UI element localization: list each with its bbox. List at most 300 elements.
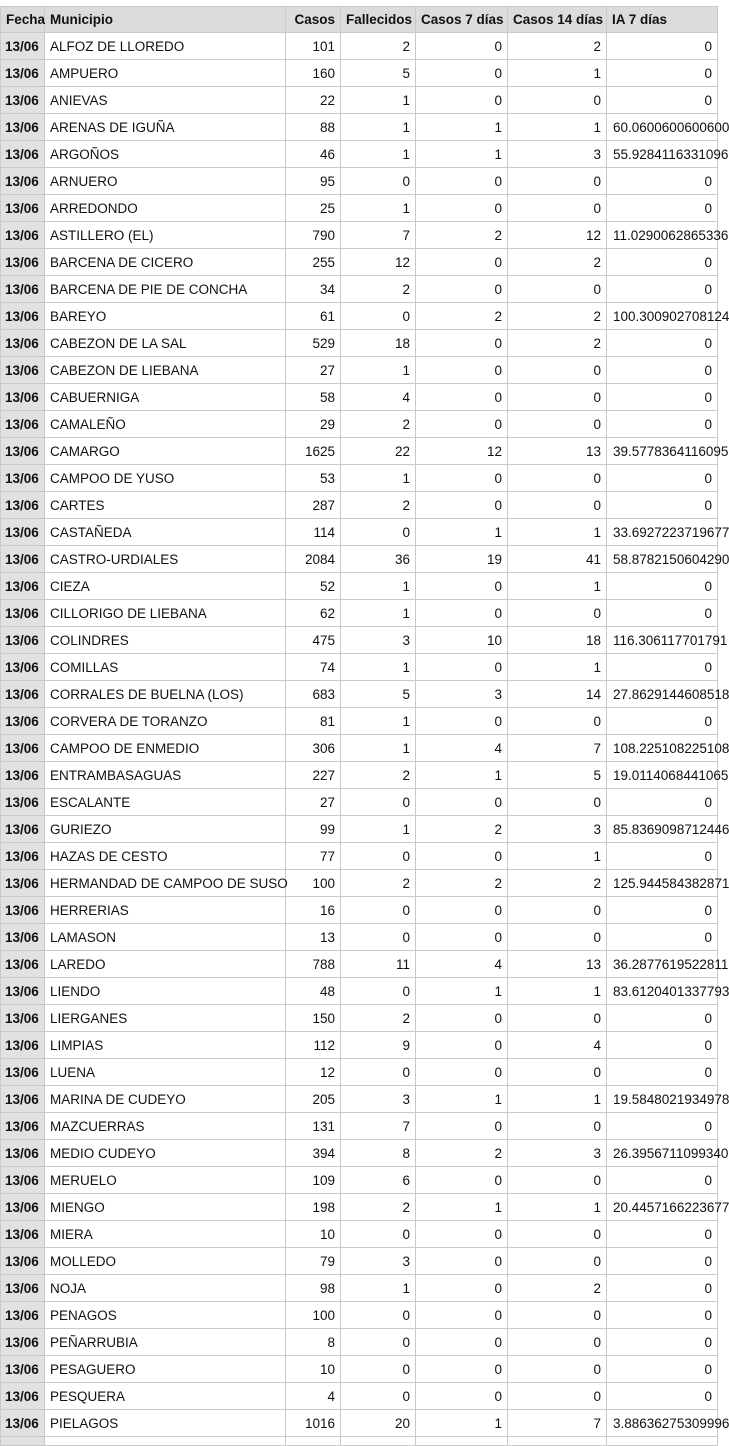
cell-fallecidos[interactable]: 1 (341, 141, 416, 168)
cell-ia-7-dias[interactable]: 19.0114068441065 (607, 762, 718, 789)
cell-casos-7-dias[interactable]: 0 (416, 708, 508, 735)
cell-casos[interactable]: 131 (286, 1113, 341, 1140)
cell-fecha[interactable]: 13/06 (1, 1086, 45, 1113)
table-row[interactable] (1, 816, 718, 843)
table-row[interactable] (1, 519, 718, 546)
cell-fallecidos[interactable]: 12 (341, 249, 416, 276)
cell-casos-14-dias[interactable]: 1 (508, 1086, 607, 1113)
cell-municipio[interactable]: ARENAS DE IGUÑA (45, 114, 286, 141)
cell-municipio[interactable]: LIMPIAS (45, 1032, 286, 1059)
cell-fecha[interactable]: 13/06 (1, 573, 45, 600)
cell-ia-7-dias[interactable]: 0 (607, 1329, 718, 1356)
cell-fallecidos[interactable]: 1 (341, 708, 416, 735)
table-row[interactable] (1, 735, 718, 762)
cell-casos-14-dias[interactable]: 0 (508, 1383, 607, 1410)
cell-fallecidos[interactable]: 1 (341, 573, 416, 600)
table-row[interactable] (1, 438, 718, 465)
cell-fecha[interactable]: 13/06 (1, 384, 45, 411)
cell-casos-14-dias[interactable]: 0 (508, 897, 607, 924)
cell-ia-7-dias[interactable]: 0 (607, 1302, 718, 1329)
cell-municipio[interactable]: ARREDONDO (45, 195, 286, 222)
cell-casos[interactable]: 22 (286, 87, 341, 114)
cell-ia-7-dias[interactable]: 108.225108225108 (607, 735, 718, 762)
cell-fecha[interactable]: 13/06 (1, 708, 45, 735)
cell-casos-7-dias[interactable]: 0 (416, 1059, 508, 1086)
cell-casos-14-dias[interactable]: 13 (508, 951, 607, 978)
cell-ia-7-dias[interactable]: 0 (607, 276, 718, 303)
table-row[interactable] (1, 843, 718, 870)
cell-casos-7-dias[interactable]: 0 (416, 195, 508, 222)
cell-casos-14-dias[interactable]: 7 (508, 735, 607, 762)
cell-casos-14-dias[interactable]: 2 (508, 249, 607, 276)
cell-municipio[interactable]: CABEZON DE LIEBANA (45, 357, 286, 384)
cell-fallecidos[interactable]: 5 (341, 681, 416, 708)
cell-ia-7-dias[interactable]: 0 (607, 1248, 718, 1275)
cell-casos-7-dias[interactable]: 0 (416, 492, 508, 519)
cell-municipio[interactable]: ALFOZ DE LLOREDO (45, 33, 286, 60)
cell-municipio[interactable]: ARNUERO (45, 168, 286, 195)
cell-municipio[interactable]: CORRALES DE BUELNA (LOS) (45, 681, 286, 708)
table-row[interactable] (1, 1194, 718, 1221)
cell-casos-14-dias[interactable]: 13 (508, 438, 607, 465)
cell-ia-7-dias[interactable]: 0 (607, 1383, 718, 1410)
cell-casos-14-dias[interactable]: 41 (508, 546, 607, 573)
cell-casos-7-dias[interactable]: 2 (416, 222, 508, 249)
cell-casos-7-dias[interactable]: 1 (416, 1410, 508, 1437)
table-row[interactable] (1, 465, 718, 492)
cell-municipio[interactable]: LIENDO (45, 978, 286, 1005)
cell-casos-7-dias[interactable]: 2 (416, 1140, 508, 1167)
cell-fallecidos[interactable]: 0 (341, 168, 416, 195)
cell-fallecidos[interactable]: 2 (341, 762, 416, 789)
cell-casos-7-dias[interactable]: 1 (416, 762, 508, 789)
cell-fecha[interactable]: 13/06 (1, 195, 45, 222)
cell-casos[interactable]: 25 (286, 195, 341, 222)
table-row[interactable] (1, 1167, 718, 1194)
cell-casos-7-dias[interactable]: 0 (416, 1167, 508, 1194)
table-row[interactable] (1, 600, 718, 627)
cell-casos[interactable]: 306 (286, 735, 341, 762)
cell-fallecidos[interactable]: 4 (341, 384, 416, 411)
cell-municipio[interactable]: LUENA (45, 1059, 286, 1086)
cell-casos-7-dias[interactable]: 4 (416, 951, 508, 978)
cell-ia-7-dias[interactable]: 0 (607, 168, 718, 195)
cell-casos-14-dias[interactable]: 2 (508, 330, 607, 357)
cell-casos-7-dias[interactable]: 0 (416, 654, 508, 681)
cell-casos-14-dias[interactable]: 0 (508, 1221, 607, 1248)
cell-casos-7-dias[interactable]: 0 (416, 87, 508, 114)
cell-casos[interactable]: 1625 (286, 438, 341, 465)
cell-fecha[interactable]: 13/06 (1, 735, 45, 762)
cell-casos[interactable]: 12 (286, 1059, 341, 1086)
cell-fecha[interactable]: 13/06 (1, 87, 45, 114)
cell-ia-7-dias[interactable]: 83.6120401337793 (607, 978, 718, 1005)
cell-casos-14-dias[interactable]: 0 (508, 1329, 607, 1356)
table-row[interactable] (1, 654, 718, 681)
cell-fecha[interactable]: 13/06 (1, 762, 45, 789)
cell-casos[interactable]: 52 (286, 573, 341, 600)
cell-casos[interactable]: 2084 (286, 546, 341, 573)
cell-fallecidos[interactable]: 22 (341, 438, 416, 465)
cell-ia-7-dias[interactable]: 85.8369098712446 (607, 816, 718, 843)
cell-casos[interactable]: 27 (286, 357, 341, 384)
cell-municipio[interactable]: AMPUERO (45, 60, 286, 87)
cell-casos[interactable]: 4 (286, 1383, 341, 1410)
cell-casos-7-dias[interactable]: 19 (416, 546, 508, 573)
table-row[interactable] (1, 357, 718, 384)
table-row[interactable] (1, 384, 718, 411)
cell-fecha[interactable]: 13/06 (1, 33, 45, 60)
cell-ia-7-dias[interactable]: 0 (607, 843, 718, 870)
cell-casos-7-dias[interactable]: 2 (416, 816, 508, 843)
cell-casos[interactable]: 74 (286, 654, 341, 681)
cell-fecha[interactable]: 13/06 (1, 330, 45, 357)
cell-fallecidos[interactable]: 0 (341, 1221, 416, 1248)
cell-ia-7-dias[interactable]: 0 (607, 411, 718, 438)
cell-casos-7-dias[interactable]: 3 (416, 681, 508, 708)
cell-casos[interactable]: 529 (286, 330, 341, 357)
cell-casos-14-dias[interactable]: 1 (508, 60, 607, 87)
cell-casos-7-dias[interactable]: 1 (416, 114, 508, 141)
cell-fecha[interactable]: 13/06 (1, 276, 45, 303)
cell-casos-14-dias[interactable]: 0 (508, 87, 607, 114)
header-casos[interactable]: Casos (286, 7, 341, 33)
cell-ia-7-dias[interactable]: 55.9284116331096 (607, 141, 718, 168)
cell-fecha[interactable]: 13/06 (1, 870, 45, 897)
cell-fecha[interactable]: 13/06 (1, 303, 45, 330)
cell-casos[interactable]: 160 (286, 60, 341, 87)
cell-municipio[interactable]: ESCALANTE (45, 789, 286, 816)
cell-casos-14-dias[interactable]: 2 (508, 33, 607, 60)
table-row[interactable] (1, 1086, 718, 1113)
cell-municipio[interactable]: PIELAGOS (45, 1410, 286, 1437)
cell-casos-14-dias[interactable]: 1 (508, 573, 607, 600)
cell-casos-7-dias[interactable]: 0 (416, 411, 508, 438)
cell-casos-14-dias[interactable]: 0 (508, 492, 607, 519)
cell-fallecidos[interactable]: 2 (341, 870, 416, 897)
cell-casos-7-dias[interactable]: 0 (416, 465, 508, 492)
cell-casos[interactable]: 205 (286, 1086, 341, 1113)
cell-fecha[interactable]: 13/06 (1, 1356, 45, 1383)
cell-fallecidos[interactable]: 0 (341, 1383, 416, 1410)
cell-casos-7-dias[interactable]: 1 (416, 1194, 508, 1221)
cell-fecha[interactable]: 13/06 (1, 1302, 45, 1329)
cell-casos-7-dias[interactable]: 12 (416, 438, 508, 465)
table-row[interactable] (1, 951, 718, 978)
cell-fallecidos[interactable]: 3 (341, 627, 416, 654)
cell-casos[interactable]: 227 (286, 762, 341, 789)
cell-fallecidos[interactable]: 0 (341, 1302, 416, 1329)
cell-ia-7-dias[interactable]: 3.88636275309996 (607, 1410, 718, 1437)
table-row[interactable] (1, 114, 718, 141)
cell-ia-7-dias[interactable]: 0 (607, 789, 718, 816)
cell-casos-14-dias[interactable]: 1 (508, 843, 607, 870)
cell-casos[interactable]: 77 (286, 843, 341, 870)
cell-municipio[interactable]: PEÑARRUBIA (45, 1329, 286, 1356)
cell-fallecidos[interactable]: 1 (341, 1275, 416, 1302)
cell-fecha[interactable]: 13/06 (1, 1032, 45, 1059)
cell-fallecidos[interactable]: 7 (341, 1113, 416, 1140)
table-row[interactable] (1, 330, 718, 357)
cell-municipio[interactable]: MIENGO (45, 1194, 286, 1221)
table-row[interactable] (1, 1248, 718, 1275)
cell-fallecidos[interactable]: 1 (341, 735, 416, 762)
cell-casos-7-dias[interactable]: 2 (416, 303, 508, 330)
cell-fallecidos[interactable]: 2 (341, 1194, 416, 1221)
header-casos-14-dias[interactable]: Casos 14 días (508, 7, 607, 33)
cell-casos-7-dias[interactable]: 0 (416, 330, 508, 357)
cell-casos[interactable]: 101 (286, 33, 341, 60)
cell-fecha[interactable]: 13/06 (1, 1140, 45, 1167)
cell-casos-14-dias[interactable]: 0 (508, 168, 607, 195)
table-row[interactable] (1, 168, 718, 195)
table-row[interactable] (1, 708, 718, 735)
cell-municipio[interactable]: LIERGANES (45, 1005, 286, 1032)
cell-fecha[interactable]: 13/06 (1, 411, 45, 438)
cell-ia-7-dias[interactable]: 0 (607, 1167, 718, 1194)
cell-casos[interactable]: 61 (286, 303, 341, 330)
cell-casos[interactable]: 34 (286, 276, 341, 303)
cell-casos-14-dias[interactable]: 18 (508, 627, 607, 654)
cell-municipio[interactable]: HAZAS DE CESTO (45, 843, 286, 870)
cell-fallecidos[interactable]: 3 (341, 1086, 416, 1113)
table-row[interactable] (1, 249, 718, 276)
cell-fallecidos[interactable]: 20 (341, 1410, 416, 1437)
table-row[interactable] (1, 978, 718, 1005)
cell-fecha[interactable]: 13/06 (1, 1275, 45, 1302)
cell-casos[interactable]: 100 (286, 1302, 341, 1329)
cell-municipio[interactable]: CAMPOO DE YUSO (45, 465, 286, 492)
cell-ia-7-dias[interactable]: 0 (607, 1221, 718, 1248)
cell-municipio[interactable]: CAMARGO (45, 438, 286, 465)
cell-casos[interactable]: 46 (286, 141, 341, 168)
cell-casos[interactable]: 48 (286, 978, 341, 1005)
cell-fecha[interactable]: 13/06 (1, 168, 45, 195)
cell-fallecidos[interactable]: 9 (341, 1032, 416, 1059)
cell-fecha[interactable]: 13/06 (1, 1113, 45, 1140)
cell-casos-14-dias[interactable]: 0 (508, 411, 607, 438)
cell-fallecidos[interactable]: 1 (341, 87, 416, 114)
cell-ia-7-dias[interactable]: 0 (607, 384, 718, 411)
cell-fecha[interactable]: 13/06 (1, 816, 45, 843)
cell-ia-7-dias[interactable]: 0 (607, 87, 718, 114)
cell-ia-7-dias[interactable]: 0 (607, 600, 718, 627)
table-row[interactable] (1, 627, 718, 654)
cell-casos-7-dias[interactable]: 1 (416, 519, 508, 546)
table-row[interactable] (1, 546, 718, 573)
cell-fecha[interactable]: 13/06 (1, 546, 45, 573)
cell-municipio[interactable]: MIERA (45, 1221, 286, 1248)
cell-ia-7-dias[interactable]: 0 (607, 249, 718, 276)
cell-fecha[interactable]: 13/06 (1, 843, 45, 870)
cell-casos-7-dias[interactable]: 0 (416, 357, 508, 384)
cell-casos-14-dias[interactable]: 0 (508, 465, 607, 492)
cell-municipio[interactable]: CABUERNIGA (45, 384, 286, 411)
cell-fecha[interactable]: 13/06 (1, 141, 45, 168)
cell-fecha[interactable]: 13/06 (1, 357, 45, 384)
cell-fallecidos[interactable]: 0 (341, 897, 416, 924)
cell-fallecidos[interactable]: 0 (341, 1059, 416, 1086)
cell-casos-14-dias[interactable]: 1 (508, 654, 607, 681)
cell-casos[interactable]: 27 (286, 789, 341, 816)
header-fallecidos[interactable]: Fallecidos (341, 7, 416, 33)
cell-ia-7-dias[interactable]: 116.306117701791 (607, 627, 718, 654)
cell-municipio[interactable]: ASTILLERO (EL) (45, 222, 286, 249)
cell-casos-14-dias[interactable]: 0 (508, 1356, 607, 1383)
cell-ia-7-dias[interactable]: 125.944584382871 (607, 870, 718, 897)
cell-fecha[interactable]: 13/06 (1, 249, 45, 276)
table-row[interactable] (1, 897, 718, 924)
cell-fallecidos[interactable]: 1 (341, 357, 416, 384)
cell-casos-7-dias[interactable]: 10 (416, 627, 508, 654)
cell-casos-7-dias[interactable]: 0 (416, 600, 508, 627)
cell-municipio[interactable]: BARCENA DE PIE DE CONCHA (45, 276, 286, 303)
cell-casos-7-dias[interactable]: 0 (416, 1032, 508, 1059)
cell-ia-7-dias[interactable]: 11.0290062865336 (607, 222, 718, 249)
cell-ia-7-dias[interactable]: 0 (607, 573, 718, 600)
table-row[interactable] (1, 222, 718, 249)
cell-casos[interactable]: 394 (286, 1140, 341, 1167)
cell-casos-7-dias[interactable]: 0 (416, 1329, 508, 1356)
cell-casos-14-dias[interactable]: 0 (508, 1113, 607, 1140)
cell-municipio[interactable]: CABEZON DE LA SAL (45, 330, 286, 357)
cell-municipio[interactable]: HERMANDAD DE CAMPOO DE SUSO (45, 870, 286, 897)
cell-casos-7-dias[interactable]: 0 (416, 1005, 508, 1032)
cell-casos-7-dias[interactable]: 0 (416, 573, 508, 600)
cell-fecha[interactable]: 13/06 (1, 60, 45, 87)
cell-municipio[interactable]: MEDIO CUDEYO (45, 1140, 286, 1167)
cell-casos-14-dias[interactable]: 1 (508, 978, 607, 1005)
cell-fallecidos[interactable]: 5 (341, 60, 416, 87)
cell-fecha[interactable]: 13/06 (1, 519, 45, 546)
cell-ia-7-dias[interactable]: 0 (607, 708, 718, 735)
cell-casos[interactable]: 58 (286, 384, 341, 411)
cell-fecha[interactable]: 13/06 (1, 600, 45, 627)
cell-casos[interactable]: 790 (286, 222, 341, 249)
cell-casos-7-dias[interactable]: 0 (416, 168, 508, 195)
cell-casos-14-dias[interactable]: 2 (508, 1275, 607, 1302)
cell-casos-14-dias[interactable]: 3 (508, 816, 607, 843)
cell-municipio[interactable]: GURIEZO (45, 816, 286, 843)
cell-municipio[interactable]: CIEZA (45, 573, 286, 600)
cell-casos[interactable]: 198 (286, 1194, 341, 1221)
table-row[interactable] (1, 1059, 718, 1086)
cell-casos-14-dias[interactable]: 0 (508, 789, 607, 816)
cell-municipio[interactable]: NOJA (45, 1275, 286, 1302)
cell-casos[interactable]: 62 (286, 600, 341, 627)
cell-casos[interactable]: 150 (286, 1005, 341, 1032)
cell-fallecidos[interactable]: 1 (341, 195, 416, 222)
cell-fallecidos[interactable]: 2 (341, 411, 416, 438)
cell-casos[interactable]: 79 (286, 1248, 341, 1275)
cell-ia-7-dias[interactable]: 0 (607, 924, 718, 951)
cell-casos-14-dias[interactable]: 1 (508, 1194, 607, 1221)
header-ia-7-dias[interactable]: IA 7 días (607, 7, 718, 33)
cell-fecha[interactable]: 13/06 (1, 465, 45, 492)
cell-fallecidos[interactable]: 0 (341, 519, 416, 546)
cell-casos-7-dias[interactable]: 0 (416, 1302, 508, 1329)
cell-ia-7-dias[interactable]: 0 (607, 60, 718, 87)
cell-fallecidos[interactable]: 2 (341, 492, 416, 519)
cell-casos-7-dias[interactable]: 0 (416, 924, 508, 951)
cell-casos[interactable]: 100 (286, 870, 341, 897)
cell-ia-7-dias[interactable]: 0 (607, 195, 718, 222)
cell-municipio[interactable]: MAZCUERRAS (45, 1113, 286, 1140)
cell-ia-7-dias[interactable]: 26.3956711099340 (607, 1140, 718, 1167)
cell-fallecidos[interactable]: 1 (341, 654, 416, 681)
cell-municipio[interactable]: MARINA DE CUDEYO (45, 1086, 286, 1113)
cell-ia-7-dias[interactable]: 19.5848021934978 (607, 1086, 718, 1113)
cell-casos[interactable]: 53 (286, 465, 341, 492)
cell-casos-7-dias[interactable]: 0 (416, 1356, 508, 1383)
cell-casos[interactable]: 29 (286, 411, 341, 438)
cell-casos[interactable]: 109 (286, 1167, 341, 1194)
cell-fallecidos[interactable]: 18 (341, 330, 416, 357)
cell-casos-7-dias[interactable]: 0 (416, 789, 508, 816)
cell-casos-7-dias[interactable]: 0 (416, 384, 508, 411)
table-row[interactable] (1, 1383, 718, 1410)
cell-fallecidos[interactable]: 1 (341, 600, 416, 627)
cell-casos-7-dias[interactable]: 0 (416, 33, 508, 60)
cell-fecha[interactable]: 13/06 (1, 654, 45, 681)
cell-casos-7-dias[interactable]: 0 (416, 276, 508, 303)
cell-municipio[interactable]: ANIEVAS (45, 87, 286, 114)
cell-fallecidos[interactable]: 3 (341, 1248, 416, 1275)
cell-municipio[interactable]: PENAGOS (45, 1302, 286, 1329)
cell-casos[interactable]: 788 (286, 951, 341, 978)
cell-ia-7-dias[interactable]: 0 (607, 897, 718, 924)
cell-municipio[interactable]: CARTES (45, 492, 286, 519)
cell-casos-14-dias[interactable]: 2 (508, 870, 607, 897)
cell-fecha[interactable]: 13/06 (1, 1005, 45, 1032)
cell-casos[interactable]: 287 (286, 492, 341, 519)
cell-municipio[interactable]: BAREYO (45, 303, 286, 330)
table-row[interactable] (1, 1329, 718, 1356)
cell-casos-14-dias[interactable]: 0 (508, 384, 607, 411)
cell-casos[interactable]: 95 (286, 168, 341, 195)
cell-fallecidos[interactable]: 0 (341, 978, 416, 1005)
cell-fallecidos[interactable]: 36 (341, 546, 416, 573)
cell-casos-14-dias[interactable]: 7 (508, 1410, 607, 1437)
cell-ia-7-dias[interactable]: 100.300902708124 (607, 303, 718, 330)
cell-ia-7-dias[interactable]: 0 (607, 492, 718, 519)
cell-fallecidos[interactable]: 0 (341, 1356, 416, 1383)
table-row[interactable] (1, 924, 718, 951)
cell-fecha[interactable]: 13/06 (1, 681, 45, 708)
table-row[interactable] (1, 60, 718, 87)
cell-casos-7-dias[interactable]: 0 (416, 843, 508, 870)
cell-ia-7-dias[interactable]: 58.8782150604290 (607, 546, 718, 573)
cell-casos[interactable]: 88 (286, 114, 341, 141)
cell-casos[interactable]: 13 (286, 924, 341, 951)
cell-fecha[interactable]: 13/06 (1, 1248, 45, 1275)
cell-fallecidos[interactable]: 0 (341, 924, 416, 951)
cell-municipio[interactable]: CASTRO-URDIALES (45, 546, 286, 573)
cell-casos[interactable]: 8 (286, 1329, 341, 1356)
cell-fallecidos[interactable]: 7 (341, 222, 416, 249)
cell-casos-7-dias[interactable]: 1 (416, 141, 508, 168)
cell-fallecidos[interactable]: 2 (341, 276, 416, 303)
cell-municipio[interactable]: CILLORIGO DE LIEBANA (45, 600, 286, 627)
cell-casos[interactable]: 475 (286, 627, 341, 654)
cell-casos-7-dias[interactable]: 0 (416, 249, 508, 276)
table-row[interactable] (1, 411, 718, 438)
cell-casos[interactable]: 114 (286, 519, 341, 546)
cell-ia-7-dias[interactable]: 0 (607, 1113, 718, 1140)
cell-ia-7-dias[interactable]: 0 (607, 1356, 718, 1383)
cell-casos-7-dias[interactable]: 0 (416, 1113, 508, 1140)
cell-casos-14-dias[interactable]: 0 (508, 924, 607, 951)
